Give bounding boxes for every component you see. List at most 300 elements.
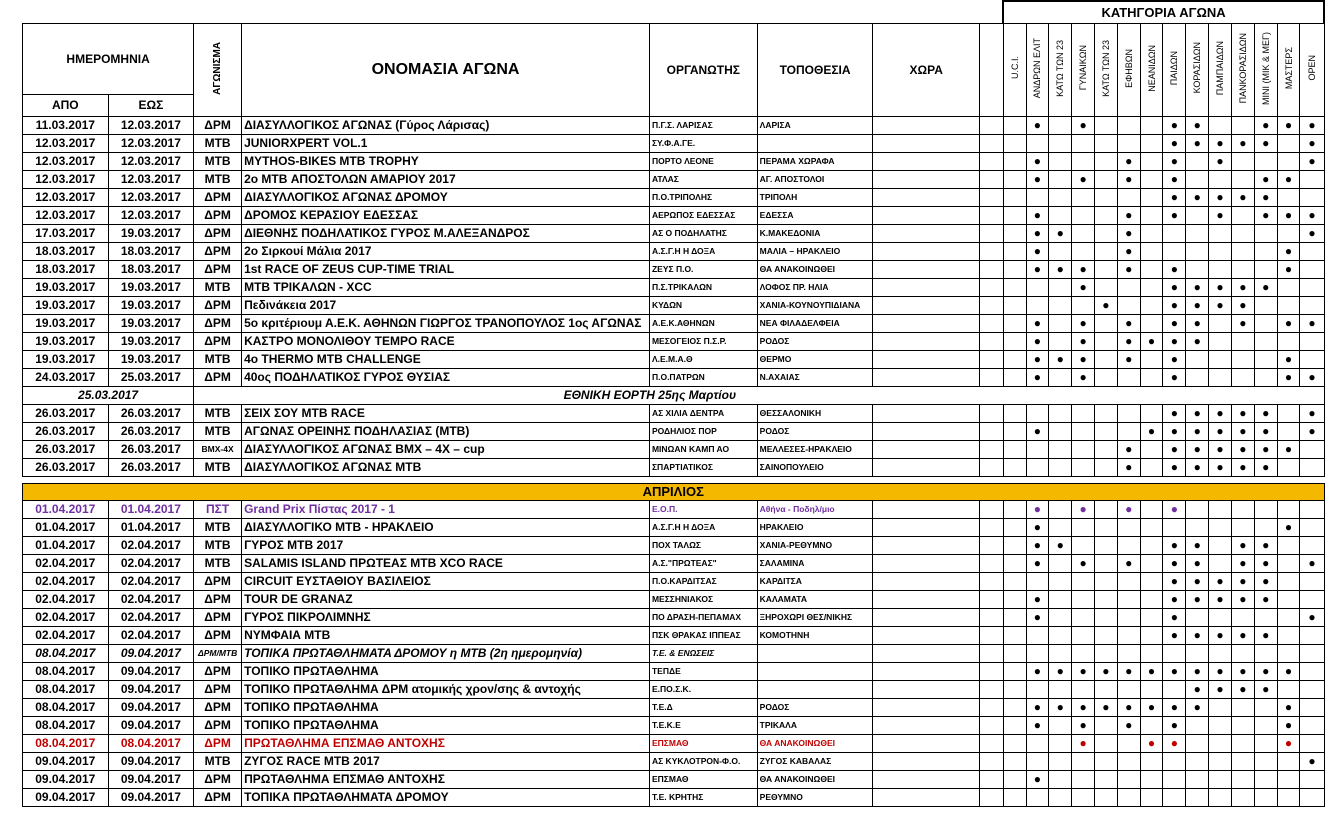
discipline-cell: ΜΤΒ <box>194 170 242 188</box>
organizer: ΑΤΛΑΣ <box>649 170 757 188</box>
spacer-cell <box>980 680 1004 698</box>
date-to: 09.04.2017 <box>108 680 194 698</box>
category-cell <box>1094 242 1117 260</box>
category-cell <box>1049 296 1072 314</box>
category-cell: ● <box>1209 152 1232 170</box>
discipline-cell: ΜΤΒ <box>194 152 242 170</box>
category-cell: ● <box>1209 278 1232 296</box>
spacer-cell <box>980 170 1004 188</box>
category-cell <box>1254 500 1277 518</box>
category-cell: ● <box>1163 116 1186 134</box>
category-cell: ● <box>1072 170 1095 188</box>
country <box>873 188 980 206</box>
category-cell <box>1003 644 1026 662</box>
category-cell <box>1049 188 1072 206</box>
date-from: 02.04.2017 <box>23 572 109 590</box>
discipline-cell: BMX-4X <box>194 440 242 458</box>
date-to: 19.03.2017 <box>108 314 194 332</box>
category-cell: ● <box>1254 134 1277 152</box>
category-cell <box>1277 608 1300 626</box>
category-cell: ● <box>1026 332 1049 350</box>
category-cell <box>1049 680 1072 698</box>
category-cell <box>1003 590 1026 608</box>
race-name: CIRCUIT ΕΥΣΤΑΘΙΟΥ ΒΑΣΙΛΕΙΟΣ <box>242 572 650 590</box>
category-cell <box>1003 752 1026 770</box>
category-cell: ● <box>1254 554 1277 572</box>
category-cell <box>1003 698 1026 716</box>
category-cell <box>1231 518 1254 536</box>
category-cell <box>1094 788 1117 806</box>
category-cell <box>1140 314 1163 332</box>
holiday-row <box>23 386 1325 404</box>
date-to: 09.04.2017 <box>108 716 194 734</box>
discipline-cell: ΜΤΒ <box>194 536 242 554</box>
category-cell <box>1003 332 1026 350</box>
table-row <box>23 662 1325 680</box>
month-row <box>23 483 1325 500</box>
date-from: 09.04.2017 <box>23 770 109 788</box>
category-cell <box>1186 644 1209 662</box>
organizer: Α.Σ.Γ.Η Η ΔΟΞΑ <box>649 242 757 260</box>
category-cell: ● <box>1254 404 1277 422</box>
organizer: ΜΕΣΟΓΕΙΟΣ Π.Σ.Ρ. <box>649 332 757 350</box>
category-cell <box>1186 608 1209 626</box>
location: ΧΑΝΙΑ-ΚΟΥΝΟΥΠΙΔΙΑΝΑ <box>757 296 873 314</box>
category-cell: ● <box>1026 770 1049 788</box>
spacer-cell <box>980 716 1004 734</box>
category-cell <box>1254 224 1277 242</box>
category-cell: ● <box>1072 716 1095 734</box>
category-cell <box>1163 788 1186 806</box>
category-cell: ● <box>1186 458 1209 476</box>
category-cell: ● <box>1209 458 1232 476</box>
organizer-header: ΟΡΓΑΝΩΤΗΣ <box>649 23 757 116</box>
category-cell: ● <box>1026 116 1049 134</box>
location: ΚΑΛΑΜΑΤΑ <box>757 590 873 608</box>
category-cell: ● <box>1186 278 1209 296</box>
country <box>873 314 980 332</box>
category-cell <box>1300 734 1324 752</box>
country <box>873 368 980 386</box>
category-cell: ● <box>1209 662 1232 680</box>
country <box>873 788 980 806</box>
category-cell <box>1094 770 1117 788</box>
category-cell: ● <box>1140 332 1163 350</box>
date-to: 12.03.2017 <box>108 116 194 134</box>
category-cell: ● <box>1300 404 1324 422</box>
category-cell: ● <box>1117 662 1140 680</box>
category-cell: ● <box>1026 260 1049 278</box>
category-cell: ● <box>1254 206 1277 224</box>
category-cell: ● <box>1140 698 1163 716</box>
category-cell <box>1094 440 1117 458</box>
category-cell <box>1003 680 1026 698</box>
category-cell <box>1140 134 1163 152</box>
category-cell: ● <box>1300 608 1324 626</box>
date-to: 19.03.2017 <box>108 224 194 242</box>
location: ΜΕΛΛΕΣΕΣ-ΗΡΑΚΛΕΙΟ <box>757 440 873 458</box>
category-cell <box>1003 458 1026 476</box>
category-cell: ● <box>1277 242 1300 260</box>
date-from: 02.04.2017 <box>23 626 109 644</box>
date-from: 11.03.2017 <box>23 116 109 134</box>
organizer: ΠΟΧ ΤΑΛΩΣ <box>649 536 757 554</box>
category-cell <box>1277 644 1300 662</box>
category-cell: ● <box>1163 314 1186 332</box>
race-name: TOUR DE GRANAZ <box>242 590 650 608</box>
category-cell: ● <box>1072 698 1095 716</box>
category-cell: ● <box>1072 734 1095 752</box>
category-cell: ● <box>1186 662 1209 680</box>
category-cell: ● <box>1163 170 1186 188</box>
category-cell <box>1094 188 1117 206</box>
category-cell: ● <box>1300 368 1324 386</box>
discipline-cell: ΔΡΜ <box>194 590 242 608</box>
category-cell <box>1277 554 1300 572</box>
category-cell <box>1140 188 1163 206</box>
date-from: 08.04.2017 <box>23 644 109 662</box>
country <box>873 422 980 440</box>
date-to: 02.04.2017 <box>108 590 194 608</box>
category-cell: ● <box>1231 188 1254 206</box>
category-cell: ● <box>1163 554 1186 572</box>
category-cell: ● <box>1231 626 1254 644</box>
category-cell: ● <box>1209 206 1232 224</box>
discipline-cell: ΜΤΒ <box>194 404 242 422</box>
category-cell: ● <box>1163 404 1186 422</box>
table-row <box>23 116 1325 134</box>
location: ΜΑΛΙΑ – ΗΡΑΚΛΕΙΟ <box>757 242 873 260</box>
category-cell <box>1117 680 1140 698</box>
category-cell: ● <box>1163 536 1186 554</box>
spacer-cell <box>980 626 1004 644</box>
category-cell <box>1186 260 1209 278</box>
race-name: ΖΥΓΟΣ RACE MTB 2017 <box>242 752 650 770</box>
category-cell <box>1049 152 1072 170</box>
category-cell: ● <box>1049 260 1072 278</box>
race-name: 1st RACE OF ZEUS CUP-TIME TRIAL <box>242 260 650 278</box>
category-cell <box>1231 152 1254 170</box>
category-cell: ● <box>1072 368 1095 386</box>
category-cell <box>1003 716 1026 734</box>
category-cell <box>1072 422 1095 440</box>
category-cell <box>1003 206 1026 224</box>
category-cell: ● <box>1117 152 1140 170</box>
table-row <box>23 500 1325 518</box>
category-cell <box>1300 698 1324 716</box>
category-cell <box>1231 608 1254 626</box>
country <box>873 458 980 476</box>
country <box>873 518 980 536</box>
country <box>873 242 980 260</box>
category-cell <box>1231 350 1254 368</box>
date-to: 12.03.2017 <box>108 188 194 206</box>
category-cell: ● <box>1026 206 1049 224</box>
date-to: 02.04.2017 <box>108 608 194 626</box>
category-cell <box>1094 116 1117 134</box>
table-row <box>23 752 1325 770</box>
organizer: ΑΣ ΧΙΛΙΑ ΔΕΝΤΡΑ <box>649 404 757 422</box>
category-cell: ● <box>1231 536 1254 554</box>
spacer-cell <box>980 116 1004 134</box>
category-cell <box>1186 170 1209 188</box>
spacer-cell <box>980 536 1004 554</box>
category-cell <box>1117 404 1140 422</box>
date-from: 09.04.2017 <box>23 752 109 770</box>
category-cell <box>1231 716 1254 734</box>
date-from: 12.03.2017 <box>23 134 109 152</box>
organizer: Τ.Ε.Δ <box>649 698 757 716</box>
category-cell <box>1277 134 1300 152</box>
category-cell: ● <box>1277 440 1300 458</box>
spacer-cell <box>980 500 1004 518</box>
gap-cell <box>23 476 1325 483</box>
category-cell <box>1186 350 1209 368</box>
organizer: ΣΥ.Φ.Α.ΓΕ. <box>649 134 757 152</box>
discipline-cell: ΜΤΒ <box>194 134 242 152</box>
category-cell: ● <box>1209 440 1232 458</box>
discipline-cell: ΔΡΜ <box>194 188 242 206</box>
date-to: 26.03.2017 <box>108 458 194 476</box>
date-to: 26.03.2017 <box>108 422 194 440</box>
category-cell: ● <box>1209 572 1232 590</box>
category-cell <box>1003 500 1026 518</box>
country <box>873 224 980 242</box>
category-cell <box>1140 770 1163 788</box>
category-cell <box>1072 404 1095 422</box>
to-header: ΕΩΣ <box>108 94 194 116</box>
race-name-header: ΟΝΟΜΑΣΙΑ ΑΓΩΝΑ <box>242 23 650 116</box>
category-cell: ● <box>1254 170 1277 188</box>
category-cell <box>1072 440 1095 458</box>
category-cell <box>1140 440 1163 458</box>
country <box>873 590 980 608</box>
category-cell <box>1094 518 1117 536</box>
category-cell: ● <box>1277 662 1300 680</box>
category-cell <box>1094 404 1117 422</box>
category-cell: ● <box>1186 134 1209 152</box>
category-cell <box>1277 152 1300 170</box>
date-to: 19.03.2017 <box>108 332 194 350</box>
category-cell <box>1186 734 1209 752</box>
category-cell <box>1003 662 1026 680</box>
date-from: 02.04.2017 <box>23 554 109 572</box>
category-cell <box>1094 680 1117 698</box>
category-cell <box>1163 224 1186 242</box>
category-cell <box>1049 572 1072 590</box>
country <box>873 662 980 680</box>
category-cell: ● <box>1117 206 1140 224</box>
category-cell <box>1072 224 1095 242</box>
organizer: ΤΕΠΔΕ <box>649 662 757 680</box>
discipline-cell: ΜΤΒ <box>194 350 242 368</box>
spacer-cell <box>980 662 1004 680</box>
organizer: ΖΕΥΣ Π.Ο. <box>649 260 757 278</box>
category-cell: ● <box>1163 422 1186 440</box>
category-cell <box>1140 788 1163 806</box>
discipline-cell: ΔΡΜ <box>194 260 242 278</box>
category-cell <box>1117 626 1140 644</box>
country <box>873 260 980 278</box>
category-header-mini: ΜΙΝΙ (ΜΙΚ & ΜΕΓ) <box>1254 23 1277 116</box>
category-cell <box>1209 536 1232 554</box>
category-cell <box>1277 590 1300 608</box>
race-name: ΔΙΑΣΥΛΛΟΓΙΚΟΣ ΑΓΩΝΑΣ ΜΤΒ <box>242 458 650 476</box>
category-cell <box>1300 590 1324 608</box>
category-cell: ● <box>1300 422 1324 440</box>
spacer-cell <box>980 368 1004 386</box>
category-cell <box>1231 332 1254 350</box>
category-cell <box>1003 350 1026 368</box>
category-cell: ● <box>1300 224 1324 242</box>
category-cell <box>1300 536 1324 554</box>
category-cell <box>1140 590 1163 608</box>
date-from: 19.03.2017 <box>23 350 109 368</box>
category-cell <box>1049 458 1072 476</box>
category-cell <box>1049 278 1072 296</box>
category-cell <box>1231 116 1254 134</box>
discipline-cell: ΔΡΜ <box>194 314 242 332</box>
category-cell <box>1049 116 1072 134</box>
race-name: 5ο κριτέριουμ Α.Ε.Κ. ΑΘΗΝΩΝ ΓΙΩΡΓΟΣ ΤΡΑΝΟΠΟΥΛΟΣ 1ος ΑΓΩΝΑΣ <box>242 314 650 332</box>
category-cell <box>1277 332 1300 350</box>
category-cell: ● <box>1300 116 1324 134</box>
category-cell <box>1026 188 1049 206</box>
category-cell <box>1003 404 1026 422</box>
category-cell: ● <box>1117 242 1140 260</box>
organizer: Π.Ο.ΚΑΡΔΙΤΣΑΣ <box>649 572 757 590</box>
category-cell <box>1300 242 1324 260</box>
category-cell: ● <box>1026 662 1049 680</box>
category-cell: ● <box>1231 662 1254 680</box>
category-cell: ● <box>1163 278 1186 296</box>
category-cell <box>1254 518 1277 536</box>
category-cell <box>1209 698 1232 716</box>
date-to: 01.04.2017 <box>108 518 194 536</box>
date-to: 12.03.2017 <box>108 152 194 170</box>
category-cell <box>1231 500 1254 518</box>
date-to: 02.04.2017 <box>108 626 194 644</box>
category-cell <box>1049 170 1072 188</box>
spacer-cell <box>980 350 1004 368</box>
category-cell <box>1209 770 1232 788</box>
category-cell: ● <box>1117 224 1140 242</box>
category-cell <box>1049 608 1072 626</box>
category-cell <box>1117 788 1140 806</box>
category-cell <box>1026 296 1049 314</box>
category-cell <box>1072 152 1095 170</box>
category-cell: ● <box>1300 206 1324 224</box>
category-cell <box>1300 770 1324 788</box>
category-cell <box>1003 224 1026 242</box>
location <box>757 680 873 698</box>
organizer: ΚΥΔΩΝ <box>649 296 757 314</box>
category-cell: ● <box>1026 368 1049 386</box>
table-row <box>23 404 1325 422</box>
date-from: 01.04.2017 <box>23 518 109 536</box>
date-to: 01.04.2017 <box>108 500 194 518</box>
category-cell <box>1277 224 1300 242</box>
holiday-date: 25.03.2017 <box>23 386 194 404</box>
category-cell <box>1117 644 1140 662</box>
date-from: 19.03.2017 <box>23 332 109 350</box>
discipline-cell: ΔΡΜ <box>194 368 242 386</box>
category-cell <box>1163 242 1186 260</box>
location: ΡΕΘΥΜΝΟ <box>757 788 873 806</box>
race-name: ΑΓΩΝΑΣ ΟΡΕΙΝΗΣ ΠΟΔΗΛΑΣΙΑΣ (ΜΤΒ) <box>242 422 650 440</box>
category-cell: ● <box>1163 572 1186 590</box>
category-cell: ● <box>1117 500 1140 518</box>
category-cell: ● <box>1209 134 1232 152</box>
location <box>757 644 873 662</box>
category-cell <box>1300 188 1324 206</box>
category-cell: ● <box>1072 332 1095 350</box>
location: ΤΡΙΚΑΛΑ <box>757 716 873 734</box>
discipline-cell: ΔΡΜ/ΜΤΒ <box>194 644 242 662</box>
location: ΘΕΣΣΑΛΟΝΙΚΗ <box>757 404 873 422</box>
category-cell <box>1003 626 1026 644</box>
location: ΖΥΓΟΣ ΚΑΒΑΛΑΣ <box>757 752 873 770</box>
category-cell <box>1117 188 1140 206</box>
category-cell <box>1209 716 1232 734</box>
date-from: 08.04.2017 <box>23 680 109 698</box>
race-name: ΜΤΒ ΤΡΙΚΑΛΩΝ - XCC <box>242 278 650 296</box>
country <box>873 626 980 644</box>
category-cell: ● <box>1163 260 1186 278</box>
country <box>873 554 980 572</box>
category-cell <box>1140 626 1163 644</box>
category-cell: ● <box>1140 662 1163 680</box>
table-row <box>23 554 1325 572</box>
category-cell: ● <box>1094 698 1117 716</box>
category-cell <box>1072 770 1095 788</box>
spacer-cell <box>980 590 1004 608</box>
category-cell: ● <box>1254 590 1277 608</box>
month-label: ΑΠΡΙΛΙΟΣ <box>23 483 1325 500</box>
category-cell <box>1026 404 1049 422</box>
category-cell <box>1003 554 1026 572</box>
category-cell <box>1277 788 1300 806</box>
organizer: Π.Ο.ΠΑΤΡΩΝ <box>649 368 757 386</box>
category-cell <box>1209 734 1232 752</box>
spacer-cell <box>980 518 1004 536</box>
category-header-open: OPEN <box>1300 23 1324 116</box>
race-name: ΚΑΣΤΡΟ ΜΟΝΟΛΙΘΟΥ TEMPO RACE <box>242 332 650 350</box>
category-cell: ● <box>1186 698 1209 716</box>
category-cell <box>1300 350 1324 368</box>
category-cell: ● <box>1094 296 1117 314</box>
spacer-cell <box>980 608 1004 626</box>
category-cell <box>1300 662 1324 680</box>
location <box>757 662 873 680</box>
category-cell <box>1049 206 1072 224</box>
category-cell <box>1026 134 1049 152</box>
category-cell <box>1072 296 1095 314</box>
category-cell: ● <box>1277 368 1300 386</box>
discipline-cell: ΜΤΒ <box>194 278 242 296</box>
location: ΚΑΡΔΙΤΣΑ <box>757 572 873 590</box>
category-cell: ● <box>1209 422 1232 440</box>
race-name: ΣΕΙΧ ΣΟΥ MTB RACE <box>242 404 650 422</box>
category-cell <box>1003 170 1026 188</box>
date-to: 19.03.2017 <box>108 350 194 368</box>
category-cell <box>1094 458 1117 476</box>
category-cell <box>1277 752 1300 770</box>
spacer-cell <box>980 698 1004 716</box>
category-cell <box>1300 170 1324 188</box>
category-cell <box>1072 680 1095 698</box>
location: ΝΕΑ ΦΙΛΑΔΕΛΦΕΙΑ <box>757 314 873 332</box>
